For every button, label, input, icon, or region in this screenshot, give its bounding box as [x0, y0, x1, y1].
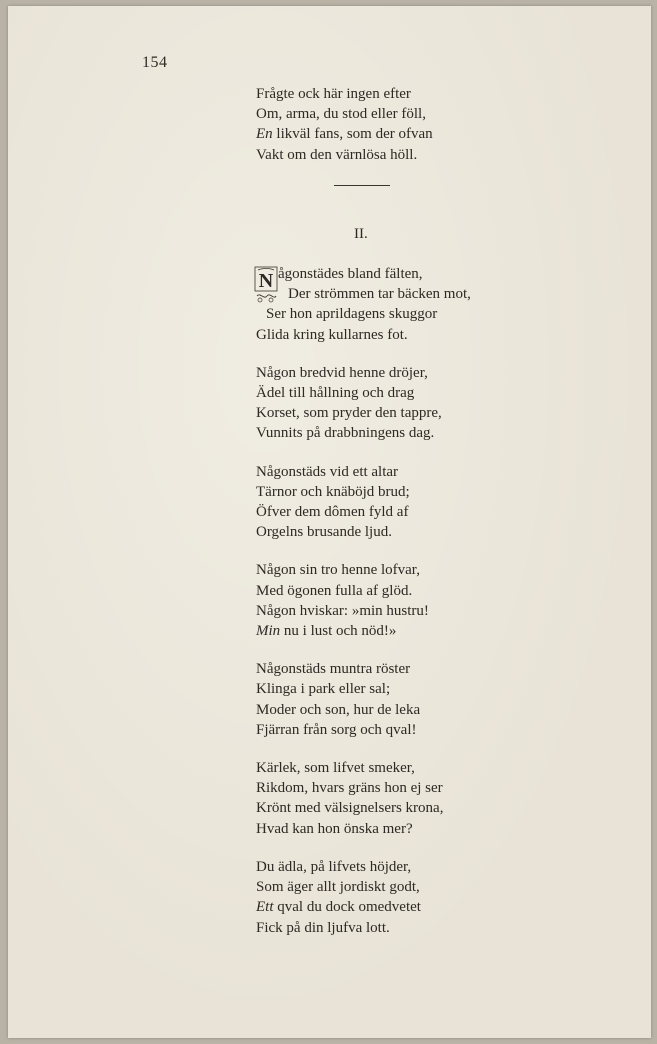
- verse-line: En likväl fans, som der ofvan: [256, 126, 433, 143]
- drop-cap-initial: [254, 266, 278, 304]
- stanza-list: [256, 363, 556, 938]
- stanza: [256, 758, 556, 839]
- verse-line: Någon hviskar: »min hustru!: [256, 602, 429, 619]
- verse-line: Min nu i lust och nöd!»: [256, 623, 397, 640]
- verse-line: Fjärran från sorg och qval!: [256, 721, 417, 738]
- emphasized-word: En: [256, 126, 273, 143]
- verse-line: Med ögonen fulla af glöd.: [256, 582, 413, 599]
- section-divider: [334, 185, 390, 186]
- stanza: [256, 363, 556, 444]
- verse-line: Vunnits på drabbningens dag.: [256, 425, 435, 442]
- verse-line: Vakt om den värnlösa höll.: [256, 146, 418, 163]
- verse-line: Moder och son, hur de leka: [256, 701, 421, 718]
- verse-line: Rikdom, hvars gräns hon ej ser: [256, 780, 443, 797]
- verse-line: Klinga i park eller sal;: [256, 681, 391, 698]
- verse-line: Någon sin tro henne lofvar,: [256, 562, 420, 579]
- verse-line: Orgelns brusande ljud.: [256, 524, 392, 541]
- section-numeral: II.: [354, 225, 368, 242]
- page-number: 154: [142, 54, 168, 71]
- verse-line: Ser hon aprildagens skuggor: [266, 306, 438, 323]
- verse-line: N ågonstädes bland fälten,: [256, 264, 556, 284]
- verse-line: Korset, som pryder den tappre,: [256, 405, 442, 422]
- verse-line: Någon bredvid henne dröjer,: [256, 364, 428, 381]
- emphasized-word: Ett: [256, 899, 274, 916]
- first-stanza: [256, 264, 556, 345]
- verse-line: Ett qval du dock omedvetet: [256, 899, 421, 916]
- verse-line: Någonstäds vid ett altar: [256, 463, 399, 480]
- book-page: [8, 6, 651, 1038]
- stanza: [256, 857, 556, 938]
- stanza: [256, 462, 556, 543]
- verse-line: Der strömmen tar bäcken mot,: [288, 286, 471, 303]
- verse-line: Öfver dem dômen fyld af: [256, 504, 409, 521]
- verse-line: Kärlek, som lifvet smeker,: [256, 760, 415, 777]
- poem-text: [256, 84, 556, 956]
- verse-line: Som äger allt jordiskt godt,: [256, 879, 420, 896]
- verse-line: Du ädla, på lifvets höjder,: [256, 858, 412, 875]
- opening-stanza: [256, 84, 556, 165]
- verse-line: Någonstäds muntra röster: [256, 661, 411, 678]
- verse-line: Glida kring kullarnes fot.: [256, 326, 408, 343]
- stanza: [256, 560, 556, 641]
- verse-line: Hvad kan hon önska mer?: [256, 820, 413, 837]
- verse-line: Tärnor och knäböjd brud;: [256, 483, 410, 500]
- stanza: [256, 659, 556, 740]
- svg-text:N: N: [258, 270, 274, 293]
- verse-line: Frågte ock här ingen efter: [256, 86, 411, 102]
- verse-line: Om, arma, du stod eller föll,: [256, 106, 426, 123]
- verse-line: Ädel till hållning och drag: [256, 385, 415, 402]
- emphasized-word: Min: [256, 623, 281, 640]
- verse-line: Fick på din ljufva lott.: [256, 919, 390, 936]
- verse-line: Krönt med välsignelsers krona,: [256, 800, 444, 817]
